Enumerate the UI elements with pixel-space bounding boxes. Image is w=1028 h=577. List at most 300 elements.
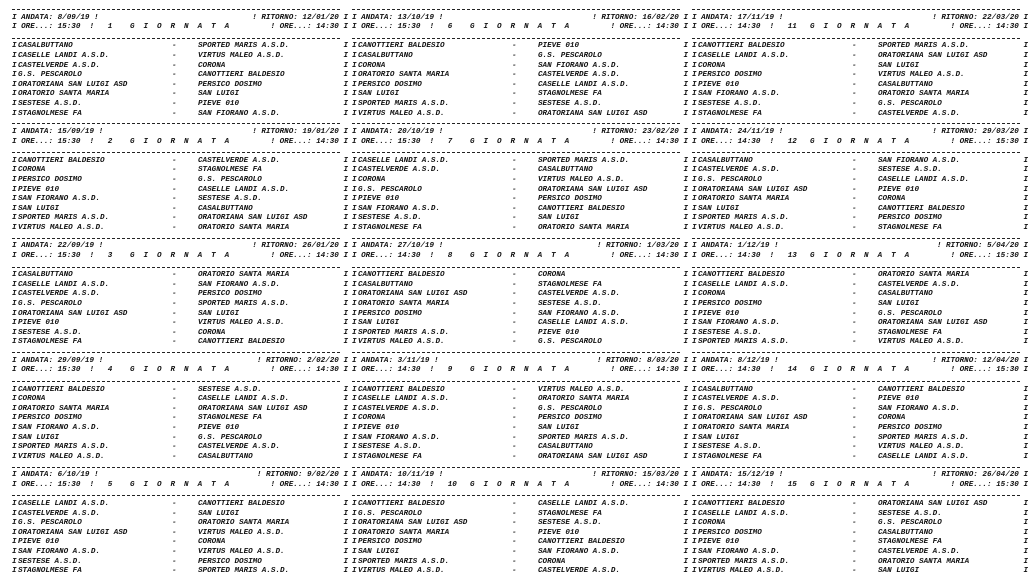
- vs-separator: -: [512, 395, 517, 404]
- ritorno-cell: ! RITORNO: 16/02/20 I: [592, 13, 688, 22]
- away-team: CASTELVERDE A.S.D.: [878, 547, 961, 556]
- home-team: CANOTTIERI BALDESIO: [358, 385, 445, 394]
- row-prefix: I: [692, 42, 697, 51]
- row-prefix: I: [352, 567, 357, 576]
- row-prefix: I: [692, 328, 697, 337]
- vs-separator: -: [172, 195, 177, 204]
- away-team: CANOTTIERI BALDESIO: [198, 71, 285, 80]
- giornata-block: [692, 462, 1028, 576]
- row-prefix: I: [352, 338, 357, 347]
- row-suffix: I: [683, 567, 688, 576]
- ritorno-date: 5/04/20: [986, 242, 1019, 251]
- row-prefix: I: [692, 471, 697, 480]
- ore-andata: 14:30: [737, 480, 761, 489]
- row-suffix: I: [1023, 395, 1028, 404]
- match-row: [692, 548, 1028, 558]
- separator-line: [692, 462, 1028, 472]
- row-prefix: I: [12, 61, 17, 70]
- vs-separator: -: [512, 185, 517, 194]
- row-suffix: I: [343, 443, 348, 452]
- row-suffix: I: [1023, 137, 1028, 146]
- row-prefix: I: [12, 127, 17, 136]
- vs-separator: -: [512, 319, 517, 328]
- away-team: SAN LUIGI: [878, 61, 920, 70]
- row-suffix: I: [683, 185, 688, 194]
- andata-line: [692, 471, 1028, 481]
- ore-ritorno: 14:30: [656, 251, 679, 260]
- away-team: STAGNOLMESE FA: [198, 414, 262, 423]
- match-row: [12, 100, 348, 110]
- row-prefix: I: [12, 90, 17, 99]
- row-prefix: I: [692, 251, 697, 260]
- ore-ritorno: 14:30: [656, 366, 679, 375]
- away-team: SAN LUIGI: [538, 423, 580, 432]
- home-team: CORONA: [358, 414, 386, 423]
- away-team: ORATORIO SANTA MARIA: [878, 557, 970, 566]
- home-team: PIEVE 010: [358, 423, 400, 432]
- away-team: CASALBUTTANO: [198, 204, 253, 213]
- andata-label: ANDATA:: [361, 127, 394, 136]
- vs-separator: -: [852, 433, 857, 442]
- giornata-block: [12, 118, 348, 232]
- match-row: [352, 176, 688, 186]
- row-suffix: I: [343, 338, 348, 347]
- row-prefix: I: [12, 452, 17, 461]
- ore-ritorno: 15:30: [996, 366, 1019, 375]
- giornata-block: [12, 4, 348, 118]
- ore-label: ORE...:: [279, 251, 312, 260]
- row-suffix: I: [343, 42, 348, 51]
- match-row: [692, 62, 1028, 72]
- away-team: STAGNOLMESE FA: [198, 166, 262, 175]
- home-team: CASELLE LANDI A.S.D.: [698, 51, 790, 60]
- vs-separator: -: [172, 404, 177, 413]
- row-suffix: I: [1023, 443, 1028, 452]
- vs-separator: -: [172, 290, 177, 299]
- ore-andata: 14:30: [397, 366, 421, 375]
- giornata-number: 1: [107, 23, 113, 32]
- row-prefix: I: [12, 71, 17, 80]
- home-team: SAN LUIGI: [358, 319, 400, 328]
- row-prefix: I: [352, 309, 357, 318]
- home-team: CASTELVERDE A.S.D.: [18, 61, 101, 70]
- ore-line: [692, 23, 1028, 33]
- vs-separator: -: [512, 90, 517, 99]
- ore-andata-cell: I ORE...: 14:30 ! 11: [692, 23, 797, 32]
- home-team: ORATORIO SANTA MARIA: [18, 404, 110, 413]
- andata-line: [352, 14, 688, 24]
- home-team: CORONA: [18, 166, 46, 175]
- match-row: [692, 558, 1028, 568]
- ritorno-label: RITORNO:: [941, 127, 978, 136]
- row-prefix: I: [12, 471, 17, 480]
- vs-separator: -: [172, 547, 177, 556]
- row-prefix: I: [692, 299, 697, 308]
- row-prefix: I: [12, 538, 17, 547]
- row-suffix: I: [683, 71, 688, 80]
- away-team: SPORTED MARIS A.S.D.: [538, 433, 630, 442]
- away-team: STAGNOLMESE FA: [878, 538, 942, 547]
- vs-separator: -: [852, 567, 857, 576]
- row-prefix: I: [12, 214, 17, 223]
- away-team: SPORTED MARIS A.S.D.: [538, 156, 630, 165]
- row-suffix: I: [1023, 319, 1028, 328]
- row-prefix: I: [352, 280, 357, 289]
- away-team: SAN LUIGI: [538, 214, 580, 223]
- row-prefix: I: [692, 137, 697, 146]
- row-suffix: I: [1023, 423, 1028, 432]
- giornata-block: [692, 118, 1028, 232]
- away-team: SAN FIORANO A.S.D.: [198, 280, 281, 289]
- giornata-label: G I O R N A T A: [470, 137, 572, 146]
- away-team: SESTESE A.S.D.: [878, 509, 942, 518]
- vs-separator: -: [172, 223, 177, 232]
- andata-line: [12, 242, 348, 252]
- away-team: CASELLE LANDI A.S.D.: [198, 395, 290, 404]
- andata-cell: I ANDATA: 8/12/19 !: [692, 356, 779, 365]
- row-prefix: I: [12, 404, 17, 413]
- away-team: ORATORIO SANTA MARIA: [878, 271, 970, 280]
- match-row: [352, 281, 688, 291]
- row-suffix: I: [683, 480, 688, 489]
- ore-andata: 15:30: [57, 366, 81, 375]
- match-row: [12, 195, 348, 205]
- vs-separator: -: [512, 195, 517, 204]
- row-prefix: I: [692, 356, 697, 365]
- row-suffix: I: [343, 109, 348, 118]
- home-team: ORATORIANA SAN LUIGI ASD: [18, 309, 128, 318]
- vs-separator: -: [172, 61, 177, 70]
- match-row: [352, 205, 688, 215]
- away-team: ORATORIO SANTA MARIA: [878, 90, 970, 99]
- ritorno-label: RITORNO:: [601, 13, 638, 22]
- row-prefix: I: [12, 223, 17, 232]
- ritorno-label: RITORNO:: [261, 13, 298, 22]
- row-prefix: I: [12, 51, 17, 60]
- home-team: SESTESE A.S.D.: [18, 557, 82, 566]
- home-team: PERSICO DOSIMO: [698, 528, 762, 537]
- match-row: [692, 310, 1028, 320]
- home-team: CANOTTIERI BALDESIO: [358, 42, 445, 51]
- ore-ritorno-cell: ! ORE...: 14:30 I: [270, 480, 348, 489]
- match-row: [352, 329, 688, 339]
- away-team: CASELLE LANDI A.S.D.: [878, 175, 970, 184]
- ore-label: ORE...:: [701, 366, 734, 375]
- match-row: [352, 71, 688, 81]
- away-team: CASALBUTTANO: [538, 443, 593, 452]
- home-team: PERSICO DOSIMO: [18, 414, 82, 423]
- row-suffix: I: [683, 328, 688, 337]
- home-team: STAGNOLMESE FA: [18, 567, 82, 576]
- vs-separator: -: [172, 528, 177, 537]
- ore-ritorno-cell: ! ORE...: 14:30 I: [610, 23, 688, 32]
- row-prefix: I: [352, 547, 357, 556]
- row-prefix: I: [352, 557, 357, 566]
- row-prefix: I: [352, 290, 357, 299]
- row-suffix: I: [683, 404, 688, 413]
- match-row: [352, 434, 688, 444]
- home-team: PIEVE 010: [18, 185, 60, 194]
- home-team: SPORTED MARIS A.S.D.: [358, 328, 450, 337]
- row-suffix: I: [683, 214, 688, 223]
- match-row: [352, 186, 688, 196]
- row-suffix: I: [343, 214, 348, 223]
- row-suffix: I: [1023, 280, 1028, 289]
- row-suffix: I: [343, 242, 348, 251]
- match-row: [352, 310, 688, 320]
- vs-separator: -: [852, 166, 857, 175]
- vs-separator: -: [852, 338, 857, 347]
- home-team: CANOTTIERI BALDESIO: [358, 271, 445, 280]
- home-team: CANOTTIERI BALDESIO: [358, 499, 445, 508]
- ore-ritorno-cell: ! ORE...: 14:30 I: [950, 23, 1028, 32]
- away-team: STAGNOLMESE FA: [538, 509, 602, 518]
- andata-label: ANDATA:: [701, 242, 734, 251]
- row-suffix: I: [1023, 499, 1028, 508]
- row-suffix: I: [683, 175, 688, 184]
- home-team: PERSICO DOSIMO: [358, 80, 422, 89]
- vs-separator: -: [852, 395, 857, 404]
- ore-ritorno-cell: ! ORE...: 14:30 I: [270, 23, 348, 32]
- giornata-block: [12, 462, 348, 576]
- row-suffix: I: [683, 557, 688, 566]
- vs-separator: -: [512, 71, 517, 80]
- row-suffix: I: [683, 528, 688, 537]
- separator-line: [12, 33, 348, 43]
- row-suffix: I: [683, 366, 688, 375]
- andata-date: 3/11/19: [397, 356, 430, 365]
- ore-label: ORE...:: [361, 480, 394, 489]
- row-suffix: I: [1023, 214, 1028, 223]
- row-prefix: I: [12, 519, 17, 528]
- ritorno-cell: ! RITORNO: 15/03/20 I: [592, 471, 688, 480]
- row-suffix: I: [343, 528, 348, 537]
- vs-separator: -: [172, 204, 177, 213]
- giornata-number: 14: [787, 366, 797, 375]
- row-suffix: I: [683, 137, 688, 146]
- ore-andata: 15:30: [57, 480, 81, 489]
- row-prefix: I: [352, 271, 357, 280]
- ore-line: [12, 138, 348, 148]
- row-suffix: I: [343, 13, 348, 22]
- vs-separator: -: [172, 166, 177, 175]
- vs-separator: -: [512, 509, 517, 518]
- away-team: G.S. PESCAROLO: [538, 338, 602, 347]
- row-suffix: I: [683, 309, 688, 318]
- row-suffix: I: [1023, 223, 1028, 232]
- separator-line: [692, 376, 1028, 386]
- match-row: [352, 538, 688, 548]
- away-team: CASTELVERDE A.S.D.: [198, 156, 281, 165]
- match-row: [12, 500, 348, 510]
- match-row: [352, 100, 688, 110]
- ritorno-label: RITORNO:: [941, 356, 978, 365]
- row-prefix: I: [692, 156, 697, 165]
- home-team: ORATORIO SANTA MARIA: [358, 71, 450, 80]
- andata-line: [692, 14, 1028, 24]
- match-row: [352, 395, 688, 405]
- vs-separator: -: [172, 328, 177, 337]
- row-suffix: I: [343, 280, 348, 289]
- home-team: CASELLE LANDI A.S.D.: [18, 280, 110, 289]
- ore-label: ORE...:: [361, 251, 394, 260]
- home-team: SPORTED MARIS A.S.D.: [698, 214, 790, 223]
- match-row: [692, 434, 1028, 444]
- ore-line: [692, 252, 1028, 262]
- vs-separator: -: [852, 385, 857, 394]
- ritorno-cell: ! RITORNO: 2/02/20 I: [256, 356, 348, 365]
- match-row: [12, 443, 348, 453]
- row-prefix: I: [12, 319, 17, 328]
- away-team: CASELLE LANDI A.S.D.: [878, 452, 970, 461]
- away-team: SESTESE A.S.D.: [198, 385, 262, 394]
- away-team: CORONA: [198, 538, 226, 547]
- match-row: [12, 567, 348, 577]
- vs-separator: -: [852, 499, 857, 508]
- match-row: [692, 500, 1028, 510]
- row-suffix: I: [683, 338, 688, 347]
- home-team: CASALBUTTANO: [698, 156, 753, 165]
- andata-label: ANDATA:: [361, 356, 394, 365]
- ritorno-label: RITORNO:: [265, 356, 303, 365]
- vs-separator: -: [512, 443, 517, 452]
- andata-cell: I ANDATA: 27/10/19 !: [352, 242, 444, 251]
- vs-separator: -: [852, 185, 857, 194]
- match-row: [352, 214, 688, 224]
- ore-andata-cell: I ORE...: 15:30 ! 4: [12, 366, 113, 375]
- vs-separator: -: [852, 299, 857, 308]
- vs-separator: -: [852, 538, 857, 547]
- row-prefix: I: [352, 223, 357, 232]
- home-team: CASALBUTTANO: [698, 385, 753, 394]
- row-suffix: I: [1023, 90, 1028, 99]
- row-suffix: I: [1023, 99, 1028, 108]
- andata-cell: I ANDATA: 29/09/19 !: [12, 356, 104, 365]
- match-row: [12, 414, 348, 424]
- row-prefix: I: [352, 51, 357, 60]
- row-suffix: I: [1023, 185, 1028, 194]
- ore-label: ORE...:: [21, 23, 54, 32]
- row-suffix: I: [343, 127, 348, 136]
- home-team: G.S. PESCAROLO: [18, 299, 82, 308]
- away-team: CORONA: [538, 557, 566, 566]
- match-row: [12, 71, 348, 81]
- home-team: CASTELVERDE A.S.D.: [698, 166, 781, 175]
- row-prefix: I: [352, 137, 357, 146]
- andata-label: ANDATA:: [21, 13, 54, 22]
- away-team: SESTESE A.S.D.: [538, 299, 602, 308]
- separator-line: [352, 376, 688, 386]
- home-team: PIEVE 010: [698, 309, 740, 318]
- home-team: SAN LUIGI: [18, 433, 60, 442]
- row-prefix: I: [692, 280, 697, 289]
- row-prefix: I: [352, 156, 357, 165]
- row-prefix: I: [692, 51, 697, 60]
- away-team: G.S. PESCAROLO: [538, 51, 602, 60]
- ore-label: ORE...:: [279, 23, 312, 32]
- away-team: PERSICO DOSIMO: [538, 414, 602, 423]
- home-team: ORATORIO SANTA MARIA: [698, 423, 790, 432]
- row-suffix: I: [343, 80, 348, 89]
- ore-ritorno: 14:30: [316, 251, 339, 260]
- vs-separator: -: [852, 195, 857, 204]
- ore-andata: 15:30: [57, 23, 81, 32]
- away-team: CANOTTIERI BALDESIO: [538, 204, 625, 213]
- home-team: CASELLE LANDI A.S.D.: [698, 509, 790, 518]
- row-suffix: I: [1023, 51, 1028, 60]
- away-team: SAN LUIGI: [198, 90, 240, 99]
- separator-line: [12, 490, 348, 500]
- away-team: VIRTUS MALEO A.S.D.: [198, 319, 285, 328]
- away-team: SAN LUIGI: [198, 509, 240, 518]
- row-suffix: I: [1023, 80, 1028, 89]
- away-team: CANOTTIERI BALDESIO: [878, 204, 965, 213]
- ritorno-label: RITORNO:: [601, 471, 638, 480]
- row-prefix: I: [352, 433, 357, 442]
- vs-separator: -: [512, 557, 517, 566]
- andata-cell: I ANDATA: 13/10/19 !: [352, 13, 444, 22]
- row-prefix: I: [692, 414, 697, 423]
- separator-line: [352, 347, 688, 357]
- row-prefix: I: [352, 90, 357, 99]
- row-suffix: I: [1023, 480, 1028, 489]
- vs-separator: -: [172, 271, 177, 280]
- away-team: CASTELVERDE A.S.D.: [878, 280, 961, 289]
- row-prefix: I: [352, 23, 357, 32]
- ritorno-date: 16/02/20: [642, 13, 679, 22]
- separator-line: [12, 462, 348, 472]
- giornata-number: 3: [107, 251, 113, 260]
- match-row: [12, 548, 348, 558]
- match-row: [12, 271, 348, 281]
- row-suffix: I: [683, 99, 688, 108]
- andata-label: ANDATA:: [701, 127, 734, 136]
- ore-andata: 14:30: [397, 480, 421, 489]
- away-team: VIRTUS MALEO A.S.D.: [878, 338, 965, 347]
- row-prefix: I: [692, 109, 697, 118]
- away-team: ORATORIANA SAN LUIGI ASD: [878, 51, 988, 60]
- row-suffix: I: [343, 223, 348, 232]
- andata-line: [352, 242, 688, 252]
- match-row: [692, 81, 1028, 91]
- ore-andata-cell: I ORE...: 14:30 ! 10: [352, 480, 457, 489]
- vs-separator: -: [852, 452, 857, 461]
- ritorno-date: 26/01/20: [302, 242, 339, 251]
- away-team: CANOTTIERI BALDESIO: [538, 538, 625, 547]
- match-row: [12, 290, 348, 300]
- home-team: G.S. PESCAROLO: [358, 185, 422, 194]
- away-team: CASELLE LANDI A.S.D.: [198, 185, 290, 194]
- vs-separator: -: [512, 528, 517, 537]
- row-suffix: I: [1023, 42, 1028, 51]
- row-suffix: I: [1023, 528, 1028, 537]
- ritorno-cell: ! RITORNO: 5/04/20 I: [936, 242, 1028, 251]
- row-suffix: I: [683, 423, 688, 432]
- home-team: ORATORIANA SAN LUIGI ASD: [358, 519, 468, 528]
- row-prefix: I: [692, 395, 697, 404]
- row-prefix: I: [12, 166, 17, 175]
- ore-label: ORE...:: [279, 137, 312, 146]
- vs-separator: -: [172, 185, 177, 194]
- row-prefix: I: [692, 61, 697, 70]
- ore-ritorno: 14:30: [316, 480, 339, 489]
- home-team: CORONA: [358, 175, 386, 184]
- row-suffix: I: [683, 395, 688, 404]
- match-row: [12, 519, 348, 529]
- row-suffix: I: [683, 319, 688, 328]
- match-row: [692, 52, 1028, 62]
- ore-label: ORE...:: [21, 251, 54, 260]
